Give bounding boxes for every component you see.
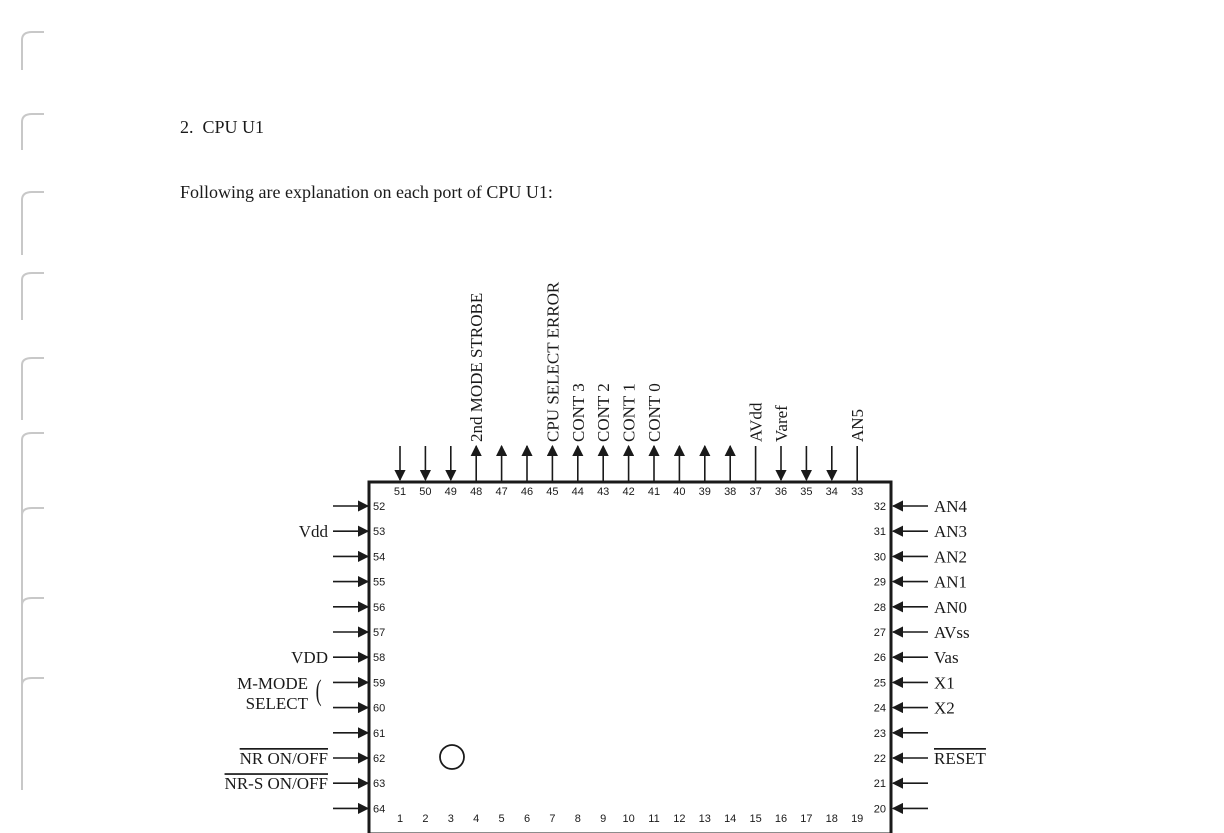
pin-number-13: 13: [698, 813, 711, 825]
pin-number-6: 6: [523, 813, 531, 825]
pin-number-61: 61: [373, 727, 386, 740]
pin-number-44: 44: [571, 486, 584, 498]
pin-45-label: CPU SELECT ERROR: [543, 281, 563, 442]
pin-number-26: 26: [873, 652, 886, 665]
pin-number-59: 59: [373, 677, 386, 690]
pin1-index-mark: [440, 745, 464, 769]
left-group-label-line: M-MODE: [237, 674, 308, 693]
pin-number-20: 20: [873, 803, 886, 816]
top-pins: [394, 281, 867, 498]
pin-number-22: 22: [873, 753, 886, 765]
pin-number-43: 43: [597, 486, 610, 498]
pin-number-17: 17: [800, 813, 813, 825]
pin-number-28: 28: [873, 601, 886, 614]
pin-number-51: 51: [393, 486, 407, 498]
pin-58-label: VDD: [291, 648, 328, 668]
pin-number-29: 29: [873, 576, 886, 589]
pin-number-4: 4: [473, 813, 480, 825]
pin-number-9: 9: [600, 813, 607, 825]
pin-32-label: AN4: [934, 497, 968, 516]
pin-number-46: 46: [520, 486, 534, 498]
pin-number-21: 21: [873, 778, 886, 791]
pin-number-48: 48: [470, 486, 483, 498]
pin-number-1: 1: [396, 813, 404, 825]
pin-number-57: 57: [373, 627, 386, 639]
pin-number-8: 8: [574, 813, 581, 825]
intro-text: Following are explanation on each port of CPU U1:: [180, 182, 553, 202]
pin-number-45: 45: [546, 486, 559, 498]
pin-43-label: CONT 2: [594, 383, 614, 442]
pin-number-34: 34: [825, 486, 838, 498]
pin-number-14: 14: [724, 813, 737, 825]
pin-number-19: 19: [851, 813, 864, 825]
pin-33-label: AN5: [848, 408, 868, 442]
left-pins: [225, 501, 386, 815]
pin-number-63: 63: [373, 778, 386, 791]
pin-41-label: CONT 0: [645, 383, 664, 442]
pin-number-16: 16: [774, 813, 788, 825]
pin-number-38: 38: [724, 486, 737, 498]
pin-number-52: 52: [373, 501, 386, 513]
left-group-brace: (: [315, 674, 322, 708]
left-group-label: [237, 674, 308, 713]
pin-42-label: CONT 1: [619, 383, 639, 442]
pin-number-49: 49: [444, 486, 457, 498]
pin-53-label: Vdd: [298, 522, 328, 542]
pin-number-7: 7: [549, 813, 556, 825]
pin-number-39: 39: [698, 486, 711, 498]
pin-25-label: X1: [934, 673, 955, 693]
pin-44-label: CONT 3: [568, 383, 588, 442]
pin-number-60: 60: [373, 702, 386, 715]
pin-number-25: 25: [873, 677, 886, 690]
pin-29-label: AN1: [934, 572, 968, 592]
pin-number-11: 11: [648, 813, 660, 825]
pin-22-label: RESET: [934, 749, 986, 768]
chip-body: [369, 482, 891, 833]
left-group-label-line: SELECT: [245, 694, 308, 713]
section-title: CPU U1: [202, 117, 265, 137]
pin-37-label: AVdd: [746, 402, 766, 442]
pin-48-label: 2nd MODE STROBE: [467, 292, 487, 442]
pin-number-55: 55: [373, 576, 386, 589]
pin-number-50: 50: [419, 486, 432, 498]
pin-number-27: 27: [873, 627, 886, 639]
pin-number-40: 40: [673, 486, 686, 498]
pin-number-12: 12: [673, 813, 686, 825]
pin-30-label: AN2: [934, 547, 968, 567]
pin-62-label: NR ON/OFF: [239, 749, 328, 768]
pin-26-label: Vas: [934, 648, 959, 668]
pin-number-23: 23: [873, 727, 886, 740]
pin-number-53: 53: [373, 526, 386, 539]
pin-27-label: AVss: [934, 623, 970, 642]
pin-number-58: 58: [373, 652, 386, 665]
pin-number-31: 31: [873, 526, 886, 539]
pin-number-30: 30: [873, 551, 886, 564]
pin-number-35: 35: [800, 486, 813, 498]
pin-number-56: 56: [373, 601, 386, 614]
pin-number-5: 5: [498, 813, 505, 825]
section-number: 2.: [180, 117, 194, 137]
pin-number-18: 18: [825, 813, 838, 825]
bottom-pins: [397, 813, 863, 825]
pin-number-33: 33: [851, 486, 864, 498]
pin-number-62: 62: [373, 753, 386, 765]
pin-31-label: AN3: [934, 522, 968, 542]
pin-number-47: 47: [495, 486, 508, 498]
pin-28-label: AN0: [934, 597, 968, 617]
pin-63-label: NR-S ON/OFF: [224, 774, 328, 794]
pin-number-10: 10: [622, 813, 635, 825]
pin-36-label: Varef: [772, 405, 791, 442]
pin-number-64: 64: [373, 803, 386, 816]
pin-number-41: 41: [647, 486, 661, 498]
pin-number-37: 37: [749, 486, 762, 498]
pin-number-32: 32: [873, 501, 886, 513]
pin-number-36: 36: [774, 486, 788, 498]
pin-number-24: 24: [873, 702, 886, 715]
pin-number-2: 2: [422, 813, 429, 825]
pin-number-3: 3: [447, 813, 454, 825]
pin-24-label: X2: [934, 698, 955, 718]
pin-number-15: 15: [749, 813, 762, 825]
pin-number-42: 42: [622, 486, 635, 498]
pin-number-54: 54: [373, 551, 386, 564]
